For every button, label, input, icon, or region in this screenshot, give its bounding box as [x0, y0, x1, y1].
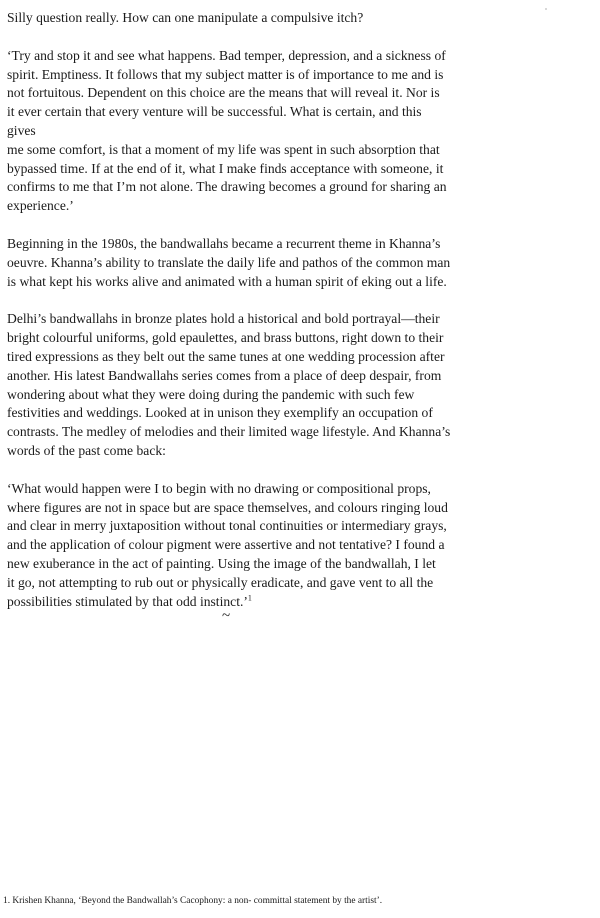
scan-speck	[545, 8, 547, 10]
paragraph-bandwallahs-theme: Beginning in the 1980s, the bandwallahs became a recurrent theme in Khanna’s oeuvre. Khanna’s ability to translate the daily life and pathos of the common man is what kept his works alive and animated with a human spirit of eking out a life.	[7, 235, 451, 289]
paragraph-delhi-bandwallahs: Delhi’s bandwallahs in bronze plates hold a historical and bold portrayal—their bright colourful uniforms, gold epaulettes, and brass buttons, right down to their tired expressions as they belt out the same tunes at one wedding procession after another. His latest Bandwallahs series comes from a place of deep despair, from wondering about what they were doing during the pandemic with such few festivities and weddings. Looked at in unison they exemplify an occupation of contrasts. The medley of melodies and their limited wage lifestyle. And Khanna’s words of the past come back:	[7, 311, 451, 458]
paragraph-quote-painting	[7, 480, 451, 612]
paragraph-quote-itch: ‘Try and stop it and see what happens. Bad temper, depression, and a sickness of spirit. Emptiness. It follows that my subject matter is of importance to me and is not fortuitous. Dependent on this choice are the means that will reveal it. Nor is it ever certain that every venture will be successful. What is certain, and this gives me some comfort, is that a moment of my life was spent in such absorption that bypassed time. If at the end of it, what I make finds acceptance with someone, it confirms to me that I’m not alone. The drawing becomes a ground for sharing an experience.’	[7, 47, 447, 214]
section-ornament: ~	[222, 608, 231, 624]
footnote: 1. Krishen Khanna, ‘Beyond the Bandwallah’s Cacophony: a non- committal statement by the artist’.	[3, 896, 383, 906]
footnote-reference: 1	[247, 592, 252, 602]
quote-painting-text: ‘What would happen were I to begin with no drawing or compositional props, where figures are not in space but are space themselves, and colours ringing loud and clear in merry juxtaposition without tonal continuities or intermediary grays, and the application of colour pigment were assertive and not tentative? I found a new exuberance in the act of painting. Using the image of the bandwallah, I let it go, not attempting to rub out or physically eradicate, and gave vent to all the possibilities stimulated by that odd instinct.’	[7, 480, 448, 609]
paragraph-question: Silly question really. How can one manipulate a compulsive itch?	[7, 10, 364, 25]
body-text	[7, 9, 451, 630]
